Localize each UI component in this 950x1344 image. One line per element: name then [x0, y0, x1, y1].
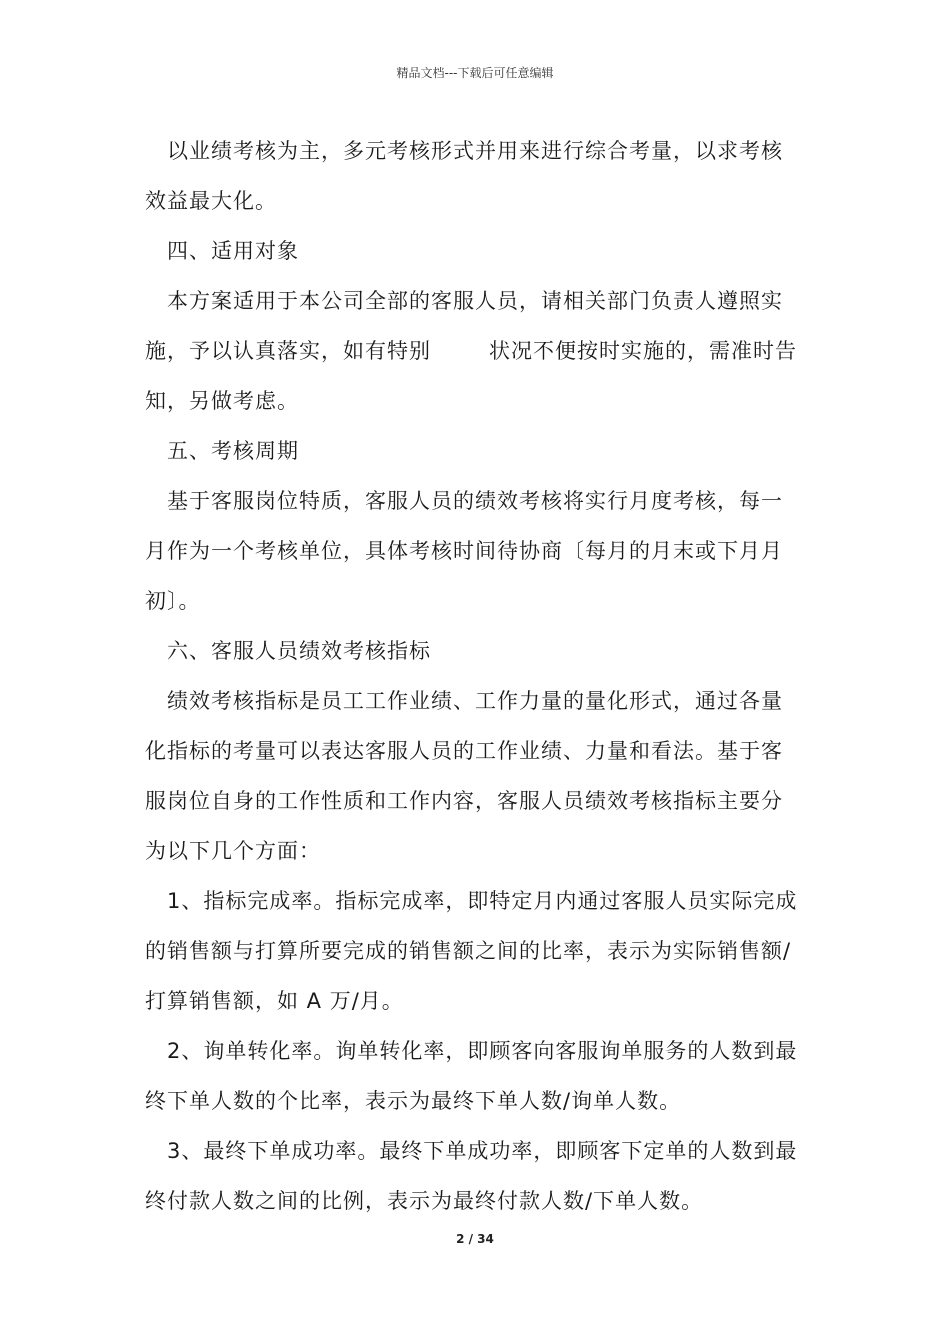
line-part: 施，予以认真落实，如有特别	[145, 339, 431, 363]
list-item-line: 1、指标完成率。指标完成率，即特定月内通过客服人员实际完成	[167, 889, 798, 913]
paragraph-line: 服岗位自身的工作性质和工作内容，客服人员绩效考核指标主要分	[145, 789, 783, 813]
paragraph-line: 化指标的考量可以表达客服人员的工作业绩、力量和看法。基于客	[145, 739, 783, 763]
paragraph-line: 月作为一个考核单位，具体考核时间待协商〔每月的月末或下月月	[145, 539, 783, 563]
list-item-line: 2、询单转化率。询单转化率，即顾客向客服询单服务的人数到最	[167, 1039, 798, 1063]
paragraph-line: 为以下几个方面：	[145, 839, 321, 863]
section-heading: 五、考核周期	[167, 439, 299, 463]
paragraph-line: 终下单人数的个比率，表示为最终下单人数/询单人数。	[145, 1089, 682, 1113]
list-item-line: 3、最终下单成功率。最终下单成功率，即顾客下定单的人数到最	[167, 1139, 798, 1163]
paragraph-line: 以业绩考核为主，多元考核形式并用来进行综合考量，以求考核	[167, 139, 783, 163]
paragraph-line: 的销售额与打算所要完成的销售额之间的比率，表示为实际销售额/	[145, 939, 792, 963]
page-number: 2 / 34	[456, 1232, 494, 1246]
paragraph-line: 基于客服岗位特质，客服人员的绩效考核将实行月度考核，每一	[167, 489, 783, 513]
paragraph-line	[145, 326, 810, 376]
line-part: 状况不便按时实施的，需准时告	[489, 339, 797, 363]
document-body	[145, 126, 810, 1226]
section-heading: 六、客服人员绩效考核指标	[167, 639, 431, 663]
section-heading: 四、适用对象	[167, 239, 299, 263]
paragraph-line: 本方案适用于本公司全部的客服人员，请相关部门负责人遵照实	[167, 289, 783, 313]
paragraph-line: 知，另做考虑。	[145, 389, 299, 413]
page-header: 精品文档---下载后可任意编辑	[396, 66, 554, 80]
paragraph-line: 终付款人数之间的比例，表示为最终付款人数/下单人数。	[145, 1189, 704, 1213]
paragraph-line: 绩效考核指标是员工工作业绩、工作力量的量化形式，通过各量	[167, 689, 783, 713]
paragraph-line: 效益最大化。	[145, 189, 277, 213]
paragraph-line: 打算销售额，如 A 万/月。	[145, 989, 404, 1013]
paragraph-line: 初〕。	[145, 589, 201, 613]
